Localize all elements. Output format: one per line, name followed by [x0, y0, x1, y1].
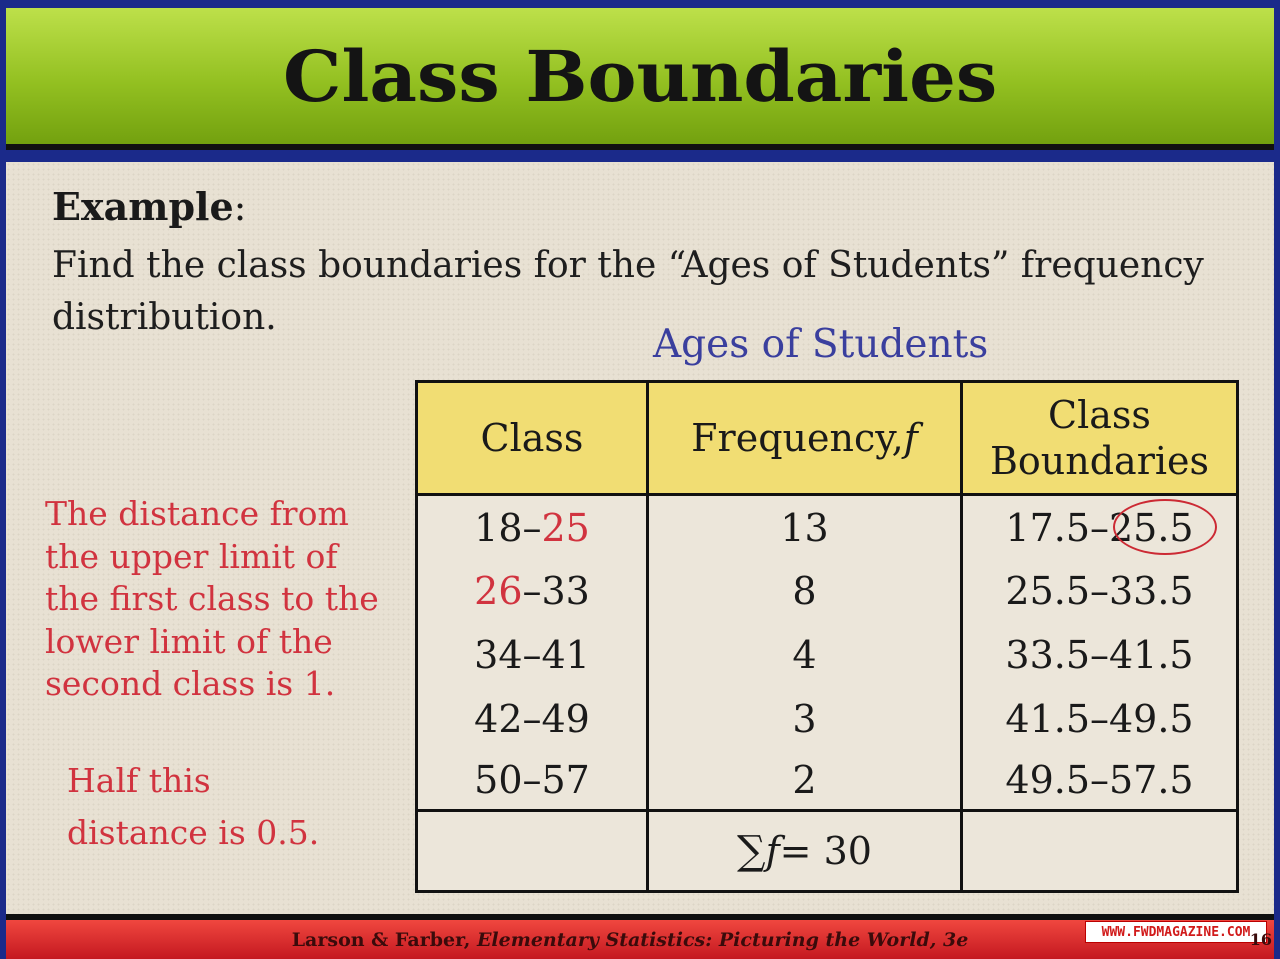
class-upper: 33 [541, 568, 590, 613]
class-dash: – [522, 568, 542, 613]
class-lower: 42 [474, 696, 523, 741]
class-lower: 34 [474, 632, 523, 677]
boundary-cell [963, 687, 1236, 750]
footer-citation [292, 929, 969, 951]
header-boundaries-line1: Class [1048, 393, 1151, 437]
page-number: 16 [1249, 930, 1272, 949]
note-line: the first class to the [45, 579, 379, 618]
frame-right-border [1274, 0, 1280, 959]
class-cell [418, 496, 646, 559]
boundary-cell [963, 623, 1236, 686]
note-line: Half this [67, 761, 211, 800]
class-cell [418, 559, 646, 622]
footer-bar [6, 920, 1274, 959]
header-frequency-var: f [903, 416, 918, 460]
footer-book-title: Elementary Statistics: Picturing the World, 3e [476, 928, 969, 951]
class-dash: – [522, 632, 542, 677]
header-frequency-label: Frequency, [691, 416, 904, 460]
example-colon: : [233, 185, 247, 229]
note-line: The distance from [45, 494, 349, 533]
class-dash: – [522, 696, 542, 741]
frequency-cell: 8 [792, 568, 817, 613]
boundary-lower: 41.5 [1005, 696, 1090, 741]
sum-value: = 30 [779, 829, 872, 873]
class-upper: 49 [541, 696, 590, 741]
class-lower-highlighted: 26 [474, 568, 523, 613]
example-heading [52, 184, 246, 229]
boundary-cell [963, 750, 1236, 809]
boundary-upper: 33.5 [1109, 568, 1194, 613]
class-upper: 57 [541, 757, 590, 802]
class-lower: 18 [474, 505, 523, 550]
frequency-cell: 3 [792, 696, 817, 741]
distance-note [45, 493, 405, 706]
boundary-upper: 49.5 [1109, 696, 1194, 741]
title-divider-blue [6, 150, 1274, 162]
frame-top-border [0, 0, 1280, 8]
frequency-table [415, 380, 1239, 893]
boundary-dash: – [1090, 757, 1109, 802]
boundary-dash: – [1090, 568, 1109, 613]
footer-authors: Larson & Farber, [291, 928, 477, 951]
example-text [52, 240, 1212, 344]
sigma-symbol: ∑ [737, 828, 766, 874]
frequency-sum [649, 812, 960, 890]
header-frequency [649, 383, 960, 493]
class-cell [418, 687, 646, 750]
header-boundaries [963, 383, 1236, 493]
frequency-cell: 13 [780, 505, 829, 550]
frequency-cell: 2 [792, 757, 817, 802]
example-line-2: distribution. [52, 297, 277, 338]
class-upper: 41 [541, 632, 590, 677]
frequency-cell: 4 [792, 632, 817, 677]
boundary-upper: 57.5 [1109, 757, 1194, 802]
note-line: distance is 0.5. [67, 813, 320, 852]
title-bar [6, 8, 1274, 144]
class-dash: – [522, 757, 542, 802]
boundary-lower: 33.5 [1005, 632, 1090, 677]
slide-title: Class Boundaries [282, 34, 998, 118]
boundary-lower: 49.5 [1005, 757, 1090, 802]
class-cell [418, 623, 646, 686]
boundary-upper-circled: 25.5 [1109, 505, 1194, 550]
example-line-1: Find the class boundaries for the “Ages of Students” frequency [52, 245, 1204, 286]
class-cell [418, 750, 646, 809]
class-lower: 50 [474, 757, 523, 802]
highlight-circle [1113, 499, 1217, 555]
example-label: Example [52, 184, 234, 229]
note-line: the upper limit of [45, 536, 338, 576]
boundary-dash: – [1090, 696, 1109, 741]
note-line: lower limit of the [45, 621, 333, 661]
boundary-dash: – [1090, 505, 1109, 550]
class-upper-highlighted: 25 [541, 505, 590, 550]
header-class: Class [480, 416, 584, 460]
half-distance-note [67, 755, 367, 859]
boundary-upper: 41.5 [1109, 632, 1194, 677]
note-line: second class is 1. [45, 664, 336, 703]
sum-var: f [765, 829, 780, 873]
class-dash: – [522, 505, 542, 550]
boundary-lower: 17.5 [1005, 505, 1090, 550]
header-boundaries-line2: Boundaries [989, 439, 1210, 483]
table-title: Ages of Students [653, 322, 989, 367]
watermark-link[interactable]: WWW.FWDMAGAZINE.COM [1085, 921, 1267, 943]
boundary-cell [963, 559, 1236, 622]
boundary-lower: 25.5 [1005, 568, 1090, 613]
boundary-dash: – [1090, 632, 1109, 677]
